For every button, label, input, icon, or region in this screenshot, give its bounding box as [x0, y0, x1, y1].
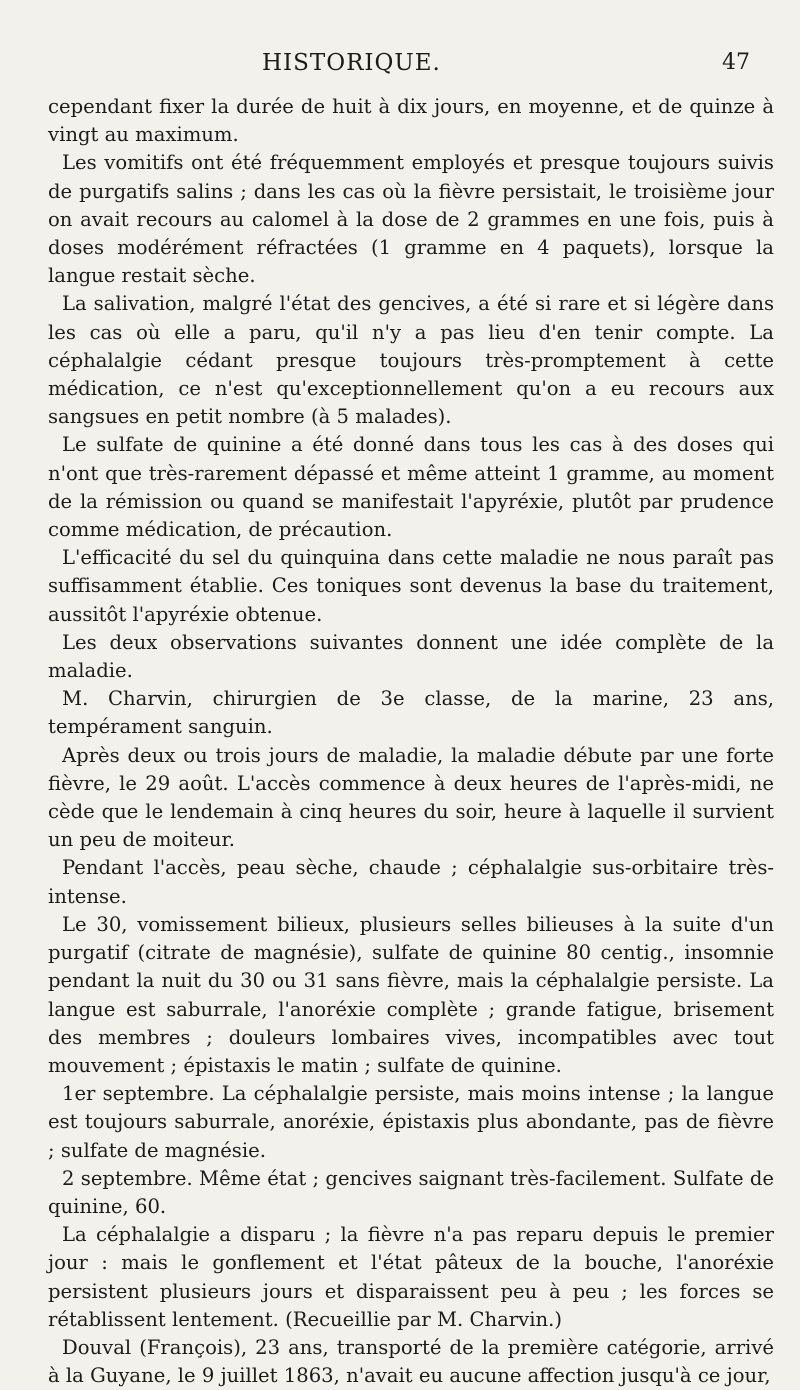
- paragraph: Pendant l'accès, peau sèche, chaude ; céphalalgie sus-orbitaire très-intense.: [48, 856, 774, 908]
- paragraph: 1er septembre. La céphalalgie persiste, mais moins intense ; la langue est toujours saburrale, anoréxie, épistaxis plus abondante, pas de fièvre ; sulfate de magnésie.: [48, 1082, 774, 1162]
- paragraph: Le sulfate de quinine a été donné dans tous les cas à des doses qui n'ont que très-rarement dépassé et même atteint 1 gramme, au moment de la rémission ou quand se manifestait l'apyréxie, plutôt par prudence comme médication, de précaution.: [48, 433, 774, 542]
- paragraph: L'efficacité du sel du quinquina dans cette maladie ne nous paraît pas suffisamment établie. Ces toniques sont devenus la base du traitement, aussitôt l'apyréxie obtenue.: [48, 546, 774, 626]
- paragraph: Le 30, vomissement bilieux, plusieurs selles bilieuses à la suite d'un purgatif (citrate de magnésie), sulfate de quinine 80 centig., insomnie pendant la nuit du 30 ou 31 sans fièvre, mais la céphalalgie persiste. La langue est saburrale, l'anoréxie complète ; grande fatigue, brisement des membres ; douleurs lombaires vives, incompatibles avec tout mouvement ; épistaxis le matin ; sulfate de quinine.: [48, 912, 774, 1077]
- paragraph: Douval (François), 23 ans, transporté de la première catégorie, arrivé à la Guyane, le 9 juillet 1863, n'avait eu aucune affection jusqu'à ce jour,: [48, 1335, 774, 1388]
- paragraph: La salivation, malgré l'état des gencives, a été si rare et si légère dans les cas où elle a paru, qu'il n'y a pas lieu d'en tenir compte. La céphalalgie cédant presque toujours très-promptement à cette médication, ce n'est qu'exceptionnellement qu'on a eu recours aux sangsues en petit nombre (à 5 malades).: [48, 292, 774, 429]
- running-title: HISTORIQUE.: [262, 50, 441, 76]
- page-header: [0, 50, 800, 84]
- paragraph: 2 septembre. Même état ; gencives saignant très-facilement. Sulfate de quinine, 60.: [48, 1166, 774, 1218]
- paragraph: La céphalalgie a disparu ; la fièvre n'a pas reparu depuis le premier jour : mais le gonflement et l'état pâteux de la bouche, l'anoréxie persistent plusieurs jours et disparaissent peu à peu ; les forces se rétablissent lentement. (Recueillie par M. Charvin.): [48, 1223, 774, 1331]
- paragraph: Les vomitifs ont été fréquemment employés et presque toujours suivis de purgatifs salins ; dans les cas où la fièvre persistait, le troisième jour on avait recours au calomel à la dose de 2 grammes en une fois, puis à doses modérément réfractées (1 gramme en 4 paquets), lorsque la langue restait sèche.: [48, 151, 774, 288]
- paragraph: cependant fixer la durée de huit à dix jours, en moyenne, et de quinze à vingt au maximum.: [48, 95, 774, 147]
- paragraph: Les deux observations suivantes donnent une idée complète de la maladie.: [48, 630, 774, 683]
- paragraph: Après deux ou trois jours de maladie, la maladie débute par une forte fièvre, le 29 août. L'accès commence à deux heures de l'après-midi, ne cède que le lendemain à cinq heures du soir, heure à laquelle il survient un peu de moiteur.: [48, 743, 774, 852]
- body-text: [48, 93, 774, 1390]
- page-number: 47: [722, 50, 750, 75]
- paragraph: M. Charvin, chirurgien de 3e classe, de la marine, 23 ans, tempérament sanguin.: [48, 687, 774, 739]
